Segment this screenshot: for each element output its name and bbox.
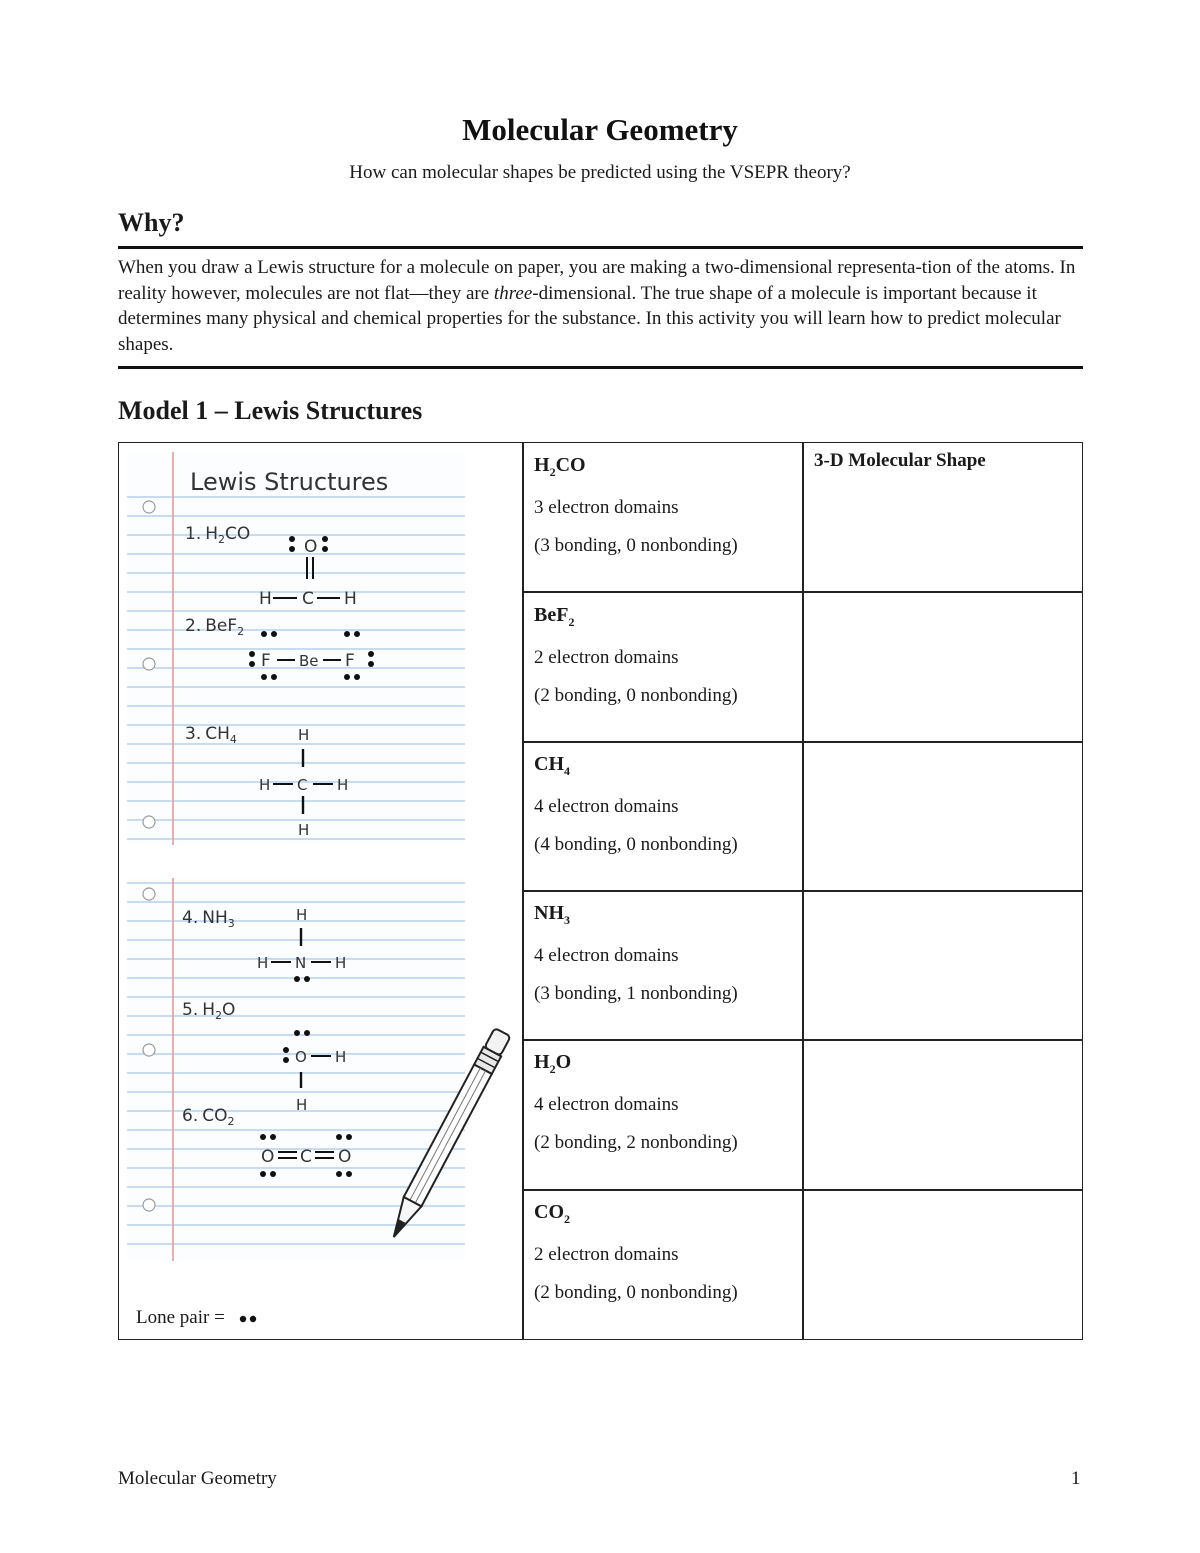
atom-label: H — [259, 589, 272, 609]
pencil-icon — [360, 1025, 520, 1275]
notebook-item-label: 3. $CH_4$ — [185, 724, 237, 746]
footer-title: Molecular Geometry — [118, 1468, 277, 1489]
table-row — [534, 448, 738, 564]
notebook-item-label: 1. $H_2CO$ — [185, 524, 251, 546]
atom-label: H — [296, 906, 308, 924]
bonding-detail: (2 bonding, 0 nonbonding) — [534, 684, 738, 706]
atom-label: H — [259, 776, 271, 794]
atom-label: F — [261, 651, 271, 671]
atom-label: N — [295, 954, 307, 972]
molecule-formula: $CO_2$ — [534, 1201, 570, 1226]
atom-label: C — [302, 589, 314, 609]
table-row — [534, 1045, 738, 1161]
atom-label: H — [257, 954, 269, 972]
row-divider — [523, 741, 1083, 743]
why-text-1: When you draw a Lewis structure for a molecule on paper, you are making a two-dimensional representa-tion of the atoms. In reality however, molecules are not flat—they are — [118, 257, 1076, 304]
atom-label: Be — [299, 652, 319, 670]
row-divider — [523, 591, 1083, 593]
electron-domains: 2 electron domains — [534, 1244, 679, 1265]
atom-label: H — [337, 776, 349, 794]
atom-label: H — [296, 1096, 308, 1114]
notebook-item-label: 2. BeF$_2$ — [185, 616, 245, 638]
page-title: Molecular Geometry — [462, 112, 738, 147]
molecule-formula: $CH_4$ — [534, 753, 570, 778]
table-row — [534, 1195, 738, 1311]
bonding-detail: (2 bonding, 0 nonbonding) — [534, 1281, 738, 1303]
molecule-formula: $H_2O$ — [534, 1051, 572, 1076]
why-top-rule — [118, 246, 1083, 249]
molecule-formula: BeF$_2$ — [534, 604, 575, 629]
page-subtitle: How can molecular shapes be predicted using the VSEPR theory? — [349, 162, 851, 183]
table-row — [534, 598, 738, 714]
atom-label: C — [300, 1147, 312, 1167]
bonding-detail: (4 bonding, 0 nonbonding) — [534, 833, 738, 855]
atom-label: H — [298, 726, 310, 744]
notebook-item-label: 4. $NH_3$ — [182, 908, 235, 930]
bonding-detail: (3 bonding, 0 nonbonding) — [534, 534, 738, 556]
lone-pair-label: Lone pair = — [136, 1307, 225, 1328]
bonding-detail: (3 bonding, 1 nonbonding) — [534, 982, 738, 1004]
page-number: 1 — [1071, 1468, 1081, 1489]
notebook-page-1 — [127, 452, 467, 847]
bonding-detail: (2 bonding, 2 nonbonding) — [534, 1131, 738, 1153]
row-divider — [523, 1039, 1083, 1041]
model-heading: Model 1 – Lewis Structures — [118, 396, 423, 425]
why-text-2: -dimensional. The true shape of a molecule is important because it determines many physical and chemical properties for the substance. In this activity you will learn how to predict molecular shapes. — [118, 282, 1061, 355]
lone-pair-legend — [136, 1307, 262, 1329]
atom-label: F — [345, 651, 355, 671]
atom-label: H — [335, 1048, 347, 1066]
atom-label: C — [297, 776, 308, 794]
atom-label: H — [298, 821, 310, 839]
molecule-formula: $H_2CO$ — [534, 454, 586, 479]
row-divider — [523, 1189, 1083, 1191]
shape-column-header: 3-D Molecular Shape — [814, 450, 986, 471]
notebook-item-label: 6. $CO_2$ — [182, 1106, 235, 1128]
why-text-italic: three — [493, 282, 533, 304]
notebook-item-label: 5. $H_2O$ — [182, 1000, 236, 1022]
table-row — [534, 747, 738, 863]
notebook-title: Lewis Structures — [190, 468, 389, 496]
atom-label: O — [338, 1147, 352, 1167]
why-paragraph — [118, 255, 1083, 357]
electron-domains: 4 electron domains — [534, 796, 679, 817]
atom-label: O — [304, 537, 318, 557]
electron-domains: 4 electron domains — [534, 1094, 679, 1115]
atom-label: O — [261, 1147, 275, 1167]
row-divider — [523, 890, 1083, 892]
atom-label: H — [335, 954, 347, 972]
why-heading: Why? — [118, 208, 185, 237]
electron-domains: 4 electron domains — [534, 945, 679, 966]
atom-label: H — [344, 589, 357, 609]
electron-domains: 2 electron domains — [534, 647, 679, 668]
atom-label: O — [295, 1048, 307, 1066]
why-bottom-rule — [118, 366, 1083, 369]
electron-domains: 3 electron domains — [534, 497, 679, 518]
table-row — [534, 896, 738, 1012]
lone-pair-dots-icon — [236, 1313, 262, 1325]
molecule-formula: $NH_3$ — [534, 902, 570, 927]
